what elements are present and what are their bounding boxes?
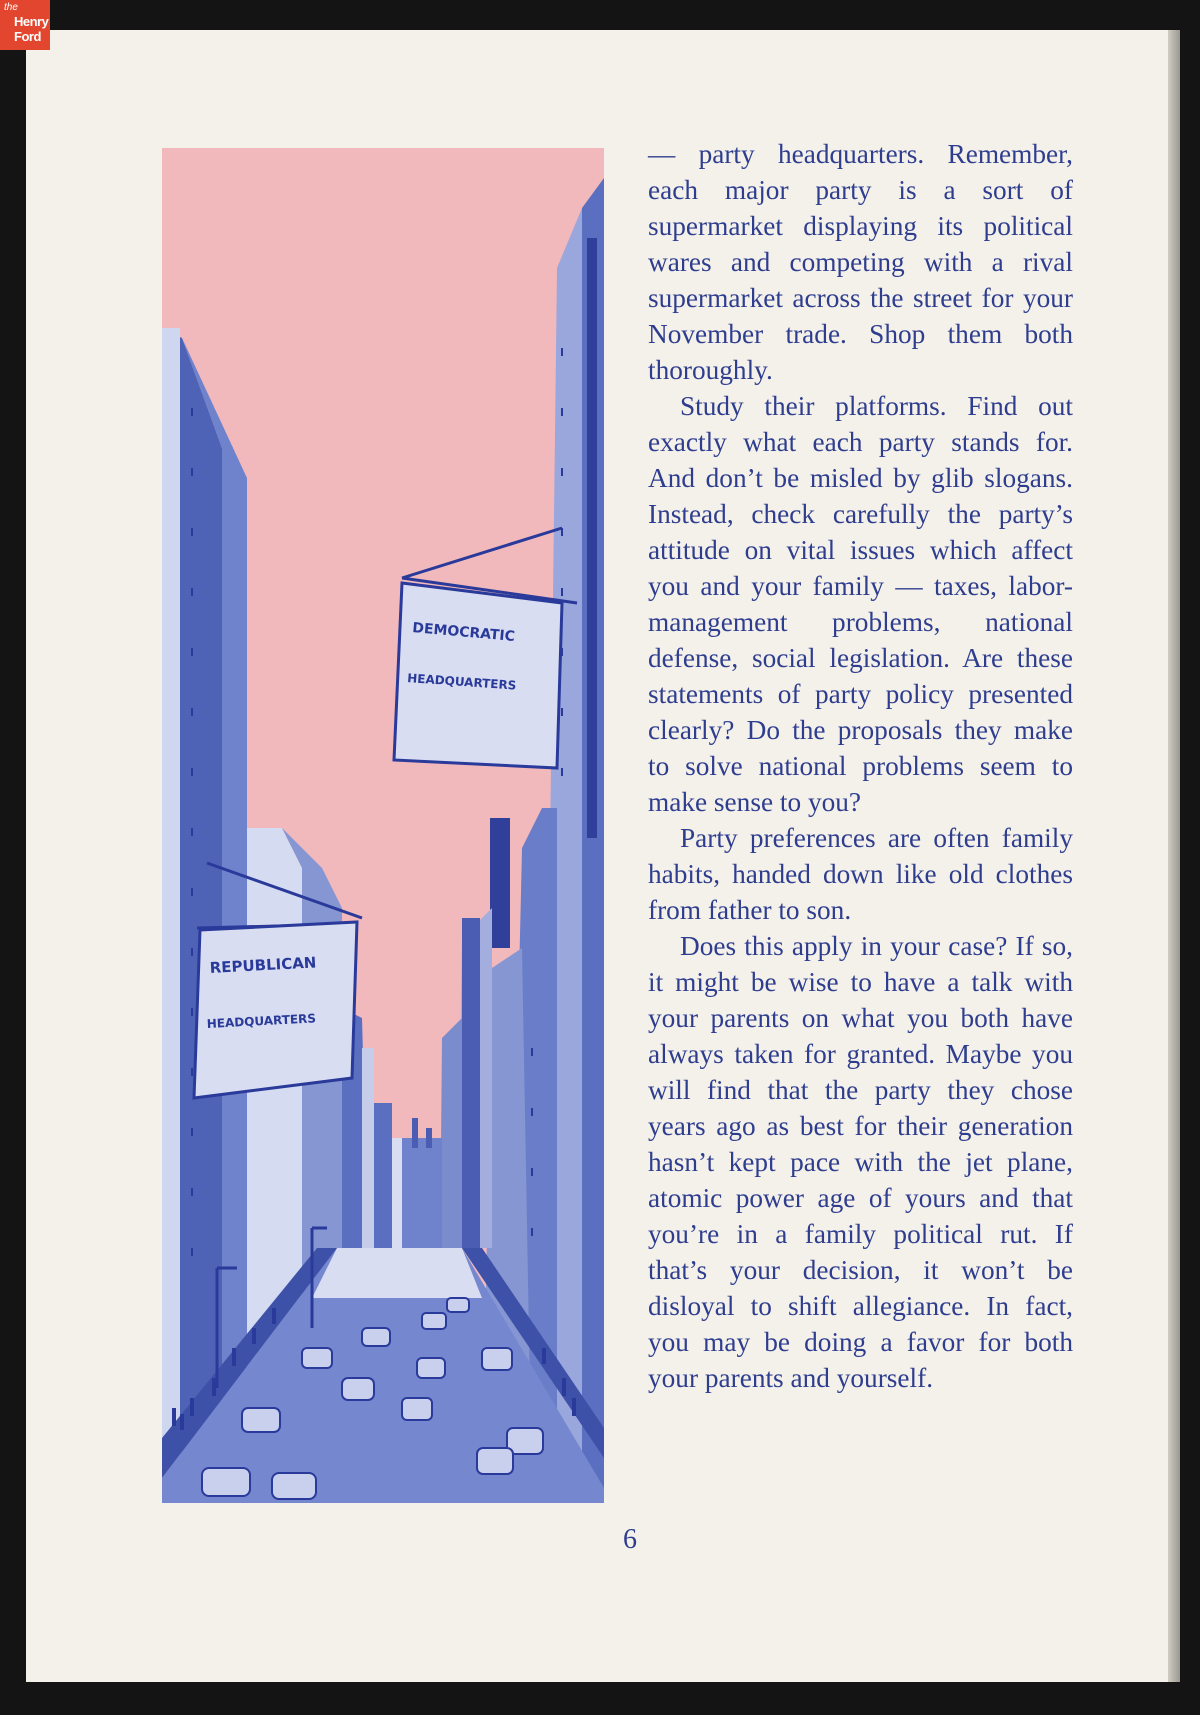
street-illustration — [162, 148, 604, 1503]
body-text-column — [648, 136, 1073, 1396]
democratic-sign-line1: DEMOCRATIC — [411, 620, 516, 645]
paragraph-1: — party headquarters. Remember, each major party is a sort of supermarket displaying its political wares and competing with a rival supermarket across the street for your November trade. Shop them both thoroughly. — [648, 139, 1073, 385]
paragraph-4: Does this apply in your case? If so, it might be wise to have a talk with your parents on what you both have always taken for granted. Maybe you will find that the party they chose years ago as best for their generation hasn’t kept pace with the jet plane, atomic power age of yours and that you’re in a family political rut. If that’s your decision, it won’t be disloyal to shift allegiance. In fact, you may be doing a favor for both your parents and yourself. — [648, 931, 1073, 1393]
logo-line-henry: Henry — [14, 14, 49, 29]
republican-sign-line2: HEADQUARTERS — [206, 1011, 317, 1031]
paragraph-3: Party preferences are often family habits, handed down like old clothes from father to son. — [648, 823, 1073, 925]
democratic-sign-line2: HEADQUARTERS — [406, 671, 517, 693]
republican-sign-line1: REPUBLICAN — [209, 953, 317, 977]
paragraph-2: Study their platforms. Find out exactly what each party stands for. And don’t be misled by glib slogans. Instead, check carefully the party’s attitude on vital issues which affect you and your family — taxes, labor-management problems, national defense, social legislation. Are these statements of party policy presented clearly? Do the proposals they make to solve national problems seem to make sense to you? — [648, 391, 1073, 817]
logo-line-ford: Ford — [14, 29, 41, 44]
henry-ford-logo — [0, 0, 50, 50]
page-edge — [1168, 30, 1180, 1682]
page-number: 6 — [623, 1524, 637, 1555]
republican-sign — [194, 922, 357, 1098]
logo-line-the: the — [4, 2, 18, 13]
